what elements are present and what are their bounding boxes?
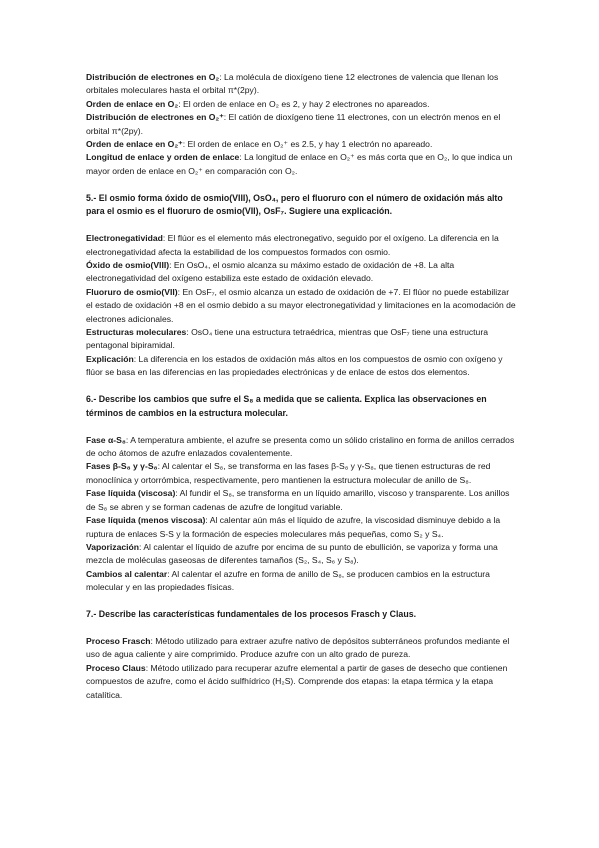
o2plus-electron-distribution: Distribución de electrones en O₂⁺: El catión de dioxígeno tiene 11 electrones, con un electrón menos en el orbital π*(2py). <box>86 112 501 136</box>
q5-molecular-structures: Estructuras moleculares: OsO₄ tiene una estructura tetraédrica, mientras que OsF₇ tiene una estructura pentagonal bipiramidal. <box>86 327 488 351</box>
q5-osmium-fluoride: Fluoruro de osmio(VII): En OsF₇, el osmio alcanza un estado de oxidación de +7. El flúor no puede estabilizar el estado de oxidación +8 en el osmio debido a su mayor electronegatividad y limitaciones en la acomodación de electrones adicionales. <box>86 286 516 324</box>
question-5-heading: 5.- El osmio forma óxido de osmio(VIII), OsO₄, pero el fluoruro con el número de oxidación más alto para el osmio es el fluoruro de osmio(VII), OsF₇. Sugiere una explicación. <box>86 192 503 217</box>
question-7-heading: 7.- Describe las características fundamentales de los procesos Frasch y Claus. <box>86 608 417 619</box>
document-page <box>86 71 518 702</box>
o2-electron-distribution: Distribución de electrones en O₂: La molécula de dioxígeno tiene 12 electrones de valencia que llenan los orbitales moleculares hasta el orbital π*(2py). <box>86 72 499 96</box>
q6-alpha-phase: Fase α-S₈: A temperatura ambiente, el azufre se presenta como un sólido cristalino en forma de anillos cerrados de ocho átomos de azufre enlazados covalentemente. <box>86 434 515 459</box>
q6-heating-changes: Cambios al calentar: Al calentar el azufre en forma de anillo de S₈, se producen cambios en la estructura molecular y en las propiedades físicas. <box>86 568 490 593</box>
q6-less-viscous-liquid: Fase líquida (menos viscosa): Al calentar aún más el líquido de azufre, la viscosidad disminuye debido a la ruptura de enlaces S-S y la formación de especies moleculares más pequeñas, como S₂ y S₄. <box>86 515 501 539</box>
o2-bond-order: Orden de enlace en O₂: El orden de enlace en O₂ es 2, y hay 2 electrones no apareados. <box>86 98 430 109</box>
q6-vaporization: Vaporización: Al calentar el líquido de azufre por encima de su punto de ebullición, se vaporiza y forma una mezcla de moléculas gaseosas de diferentes tamaños (S₂, S₄, S₆ y S₈). <box>86 541 498 566</box>
q6-viscous-liquid: Fase líquida (viscosa): Al fundir el S₈, se transforma en un líquido amarillo, viscoso y transparente. Los anillos de S₈ se abren y se forman cadenas de azufre de longitud variable. <box>86 488 510 512</box>
question-6-heading: 6.- Describe los cambios que sufre el S₈ a medida que se calienta. Explica las observaciones en términos de cambios en la estructura molecular. <box>86 394 487 418</box>
q5-electronegativity: Electronegatividad: El flúor es el elemento más electronegativo, seguido por el oxígeno. La diferencia en la electronegatividad afecta la estabilidad de los compuestos formados con osmio. <box>86 233 499 257</box>
q7-claus-process: Proceso Claus: Método utilizado para recuperar azufre elemental a partir de gases de desecho que contienen compuestos de azufre, como el ácido sulfhídrico (H₂S). Comprende dos etapas: la etapa térmica y la etapa catalítica. <box>86 662 508 700</box>
q5-explanation: Explicación: La diferencia en los estados de oxidación más altos en los compuestos de osmio con oxígeno y flúor se basa en las diferencias en las propiedades electrónicas y de enlace de estos dos elementos. <box>86 353 503 378</box>
q7-frasch-process: Proceso Frasch: Método utilizado para extraer azufre nativo de depósitos subterráneos profundos mediante el uso de agua caliente y aire comprimido. Produce azufre con un alto grado de pureza. <box>86 635 510 660</box>
bond-length-order: Longitud de enlace y orden de enlace: La longitud de enlace en O₂⁺ es más corta que en O₂, lo que indica un mayor orden de enlace en O₂⁺ en comparación con O₂. <box>86 152 513 176</box>
o2plus-bond-order: Orden de enlace en O₂⁺: El orden de enlace en O₂⁺ es 2.5, y hay 1 electrón no apareado. <box>86 139 433 150</box>
q6-beta-gamma-phases: Fases β-S₈ y γ-S₈: Al calentar el S₈, se transforma en las fases β-S₈ y γ-S₈, que tienen estructuras de red monoclínica y ortorrómbica, respectivamente, pero mantienen la estructura molecular de anillo de S₈. <box>86 461 491 485</box>
q5-osmium-oxide: Óxido de osmio(VIII): En OsO₄, el osmio alcanza su máximo estado de oxidación de +8. La alta electronegatividad del oxígeno estabiliza este estado de oxidación elevado. <box>86 260 455 284</box>
